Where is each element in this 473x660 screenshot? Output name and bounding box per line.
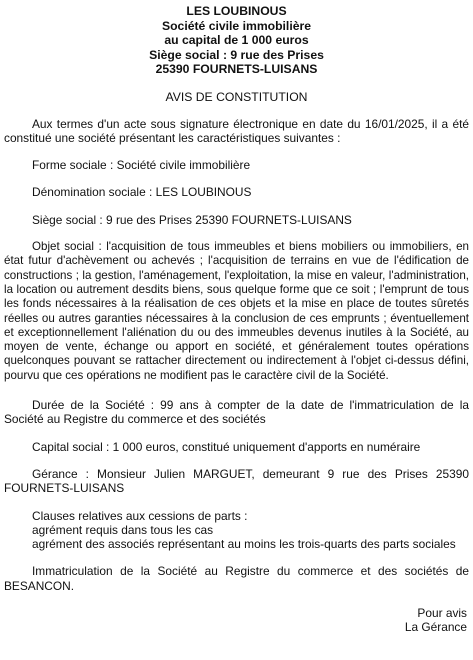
- company-capital: au capital de 1 000 euros: [164, 33, 309, 48]
- objet-social: Objet social : l'acquisition de tous immeubles et biens mobiliers ou immobiliers, en état futur d'achèvement ou achevés ; l'acquisition de terrains en vue de l'édification de constructions ; la gestion, l'aménagement, l'exploitation, la mise en valeur, l'administration, la location ou autrement desdits biens, sous quelque forme que ce soit ; l'emprunt de tous les fonds nécessaires à la réalisation de ces objets et la mise en place de toutes sûretés réelles ou autres garanties nécessaires à la conclusion de ces emprunts ; éventuellement et exceptionnellement l'aliénation du ou des immeubles devenus inutiles à la Société, au moyen de vente, échange ou apport en société, et généralement toutes opérations quelconques pouvant se rattacher directement ou indirectement à l'objet ci-dessus défini, pourvu que ces opérations ne modifient pas le caractère civil de la Société.: [4, 240, 469, 382]
- signoff-gerance: La Gérance: [404, 620, 467, 635]
- capital-social: Capital social : 1 000 euros, constitué uniquement d'apports en numéraire: [32, 439, 421, 454]
- forme-sociale: Forme sociale : Société civile immobilière: [32, 158, 251, 173]
- signoff-pour-avis: Pour avis: [417, 605, 467, 620]
- company-name: LES LOUBINOUS: [186, 4, 287, 18]
- clause-item: agrément des associés représentant au moins les trois-quarts des parts sociales: [32, 537, 456, 552]
- denomination-sociale: Dénomination sociale : LES LOUBINOUS: [32, 185, 252, 200]
- notice-title: AVIS DE CONSTITUTION: [165, 89, 308, 104]
- clauses-cessions: [4, 509, 469, 552]
- duree: Durée de la Société : 99 ans à compter de la date de l'immatriculation de la Société au Registre du commerce et des sociétés: [4, 398, 469, 427]
- clauses-heading: Clauses relatives aux cessions de parts :: [32, 508, 248, 523]
- gerance: Gérance : Monsieur Julien MARGUET, demeurant 9 rue des Prises 25390 FOURNETS-LUISANS: [4, 466, 469, 496]
- intro-paragraph: Aux termes d'un acte sous signature électronique en date du 16/01/2025, il a été constitué une société présentant les caractéristiques suivantes :: [4, 116, 469, 145]
- immatriculation: Immatriculation de la Société au Registre du commerce et des sociétés de BESANCON.: [4, 564, 469, 593]
- postcode-city: 25390 FOURNETS-LUISANS: [155, 62, 318, 77]
- registered-office: Siège social : 9 rue des Prises: [149, 47, 324, 62]
- company-header: [4, 4, 469, 77]
- company-type: Société civile immobilière: [161, 18, 312, 33]
- siege-social: Siège social : 9 rue des Prises 25390 FOURNETS-LUISANS: [32, 212, 352, 227]
- signoff: [4, 606, 469, 635]
- clause-item: agrément requis dans tous les cas: [32, 522, 214, 537]
